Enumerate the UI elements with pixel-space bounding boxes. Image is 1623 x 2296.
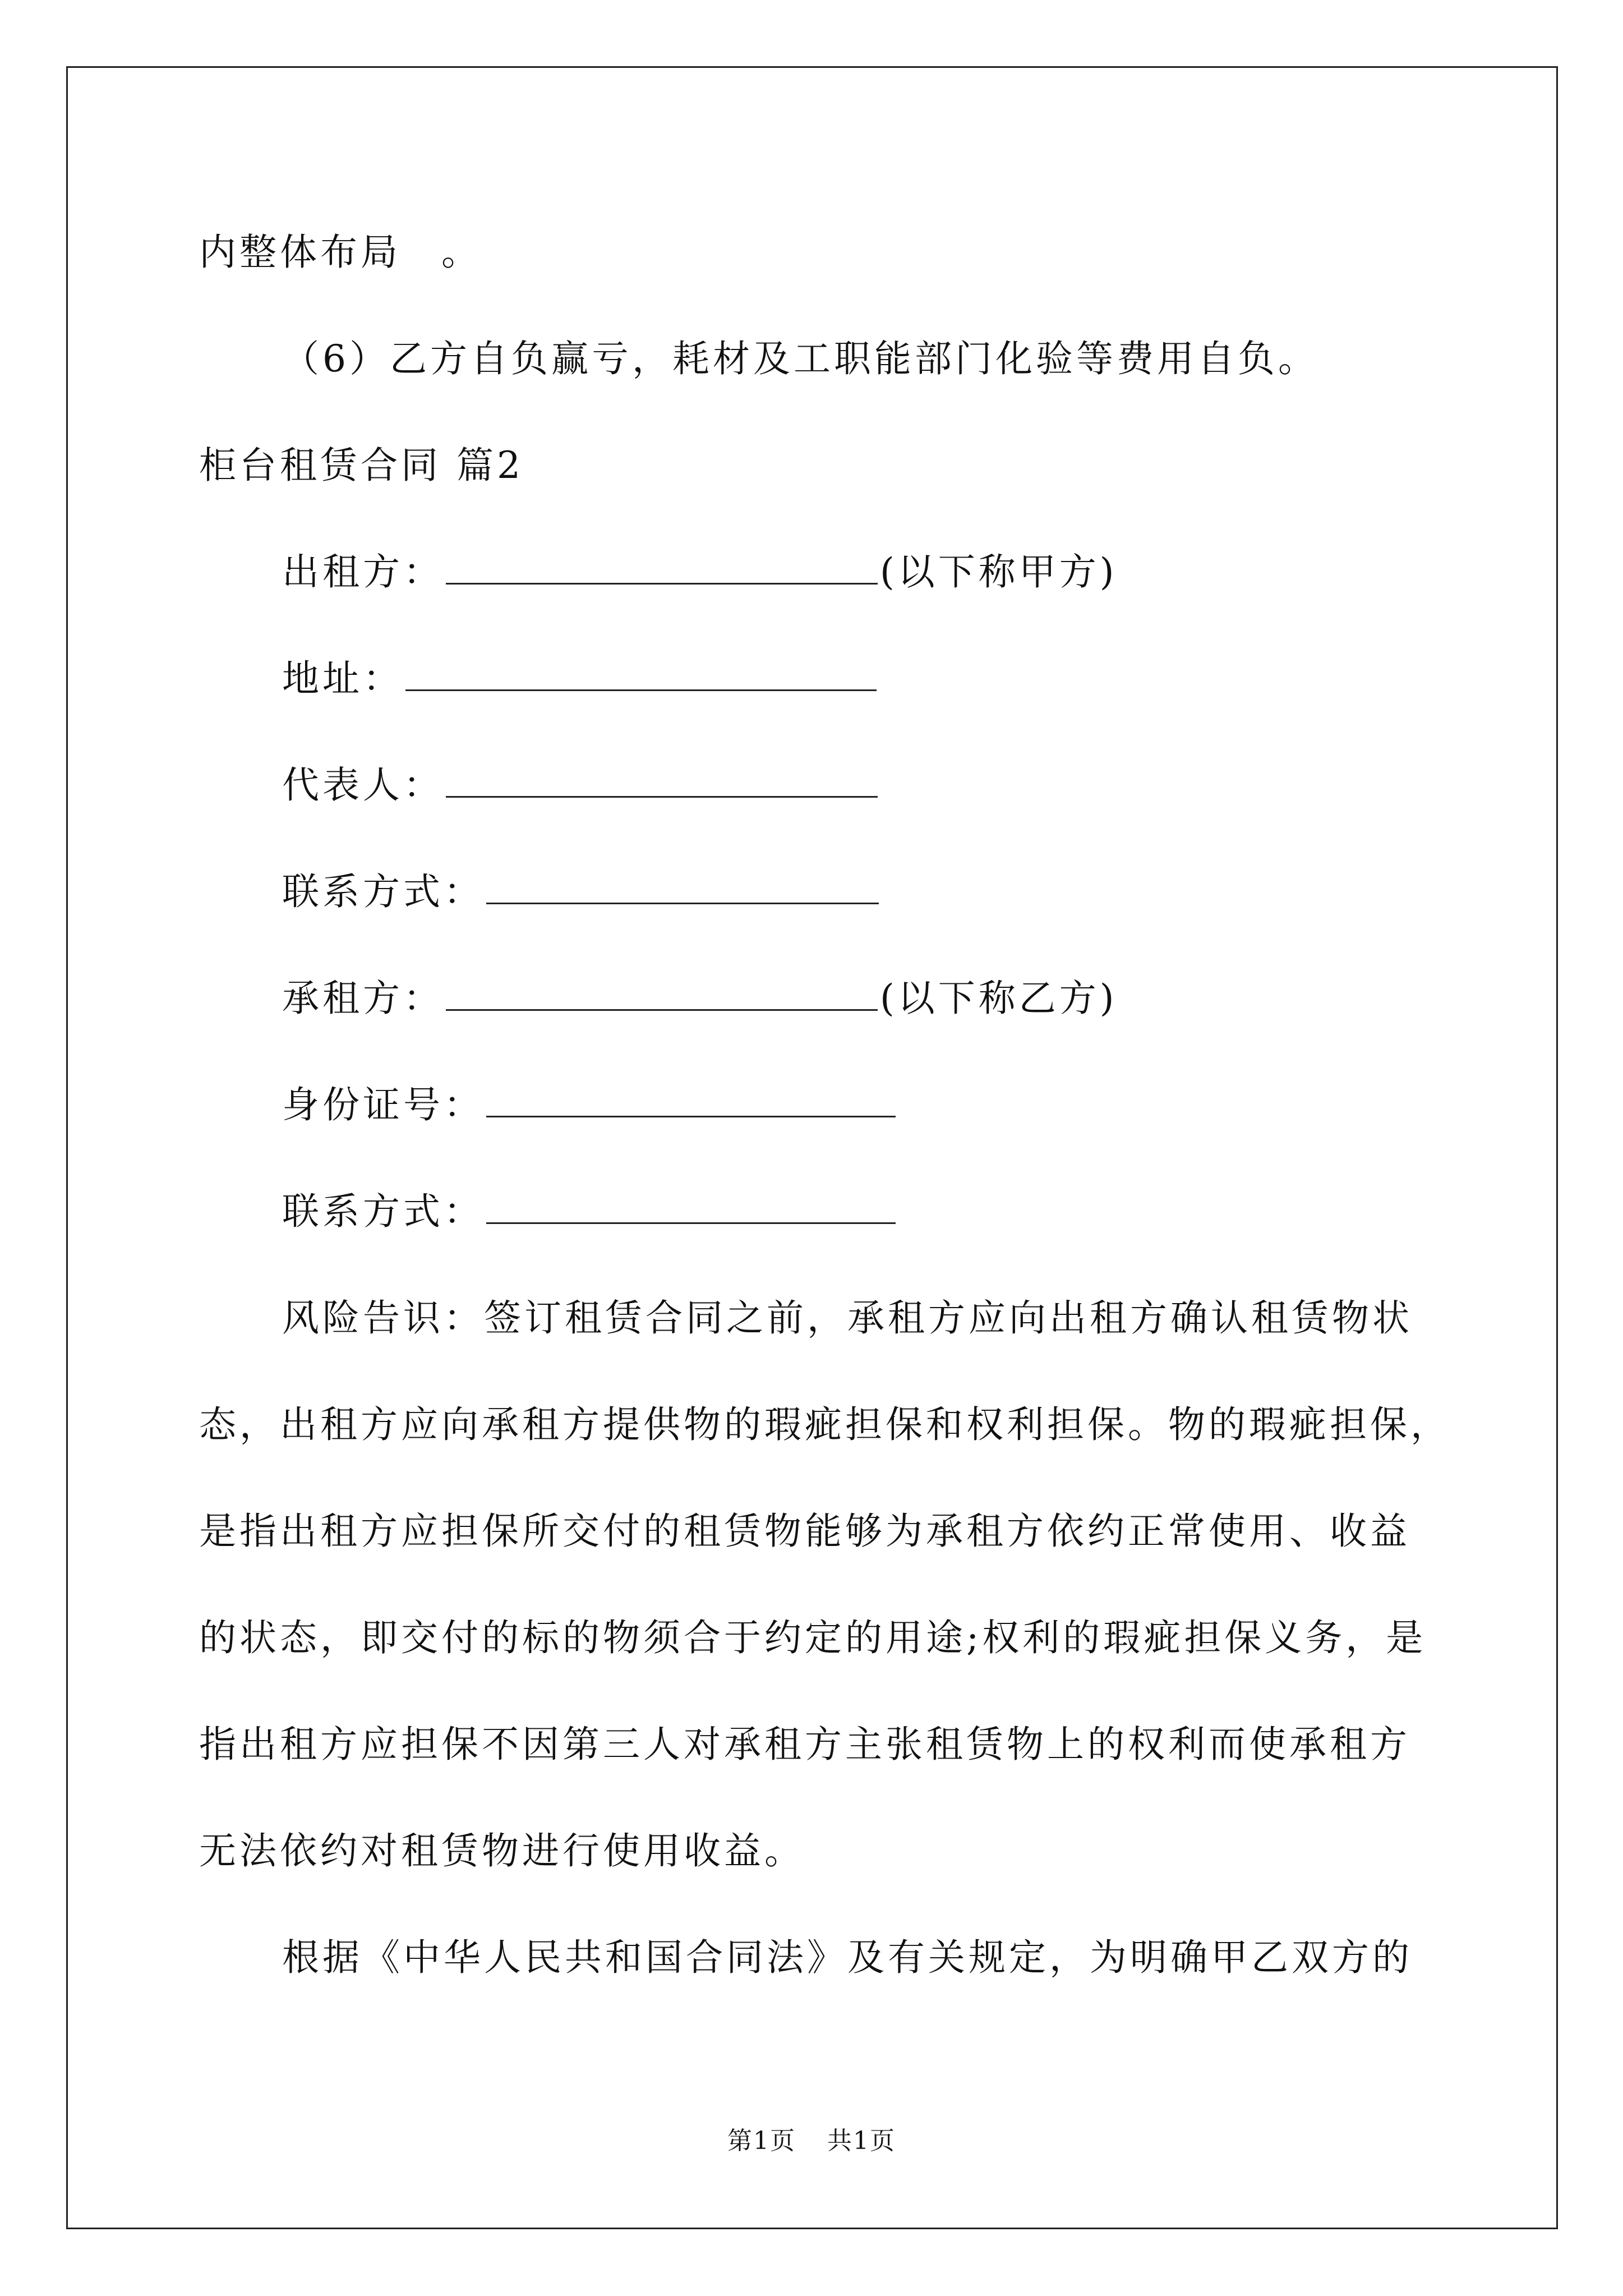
text-line: 是指出租方应担保所交付的租赁物能够为承租方依约正常使用、收益 — [199, 1510, 1410, 1553]
text-line: 态，出租方应向承租方提供物的瑕疵担保和权利担保。物的瑕疵担保， — [199, 1403, 1451, 1446]
contact-blank — [486, 1192, 896, 1224]
page-border — [66, 66, 1558, 2229]
contact-field — [282, 869, 881, 914]
representative-field — [282, 763, 880, 808]
contact-label: 联系方式： — [282, 870, 484, 913]
text-line: 指出租方应担保不因第三人对承租方主张租赁物上的权利而使承租方 — [199, 1723, 1410, 1766]
contact-field — [282, 1189, 898, 1234]
page-total: 共1页 — [827, 2127, 896, 2155]
text-line: 无法依约对租赁物进行使用收益。 — [199, 1829, 805, 1872]
id-number-label: 身份证号： — [282, 1083, 484, 1126]
address-field — [282, 656, 879, 701]
address-label: 地址： — [282, 657, 403, 700]
lessor-suffix: (以下称甲方) — [880, 550, 1118, 593]
text-line: （6）乙方自负赢亏，耗材及工职能部门化验等费用自负。 — [282, 337, 1318, 380]
id-number-field — [282, 1083, 898, 1128]
text-line: 内整体布局 。 — [199, 231, 482, 274]
page-number: 第1页 — [727, 2127, 796, 2155]
lessor-field — [282, 550, 1118, 595]
text-line: 风险告识：签订租赁合同之前，承租方应向出租方确认租赁物状 — [282, 1296, 1413, 1340]
text-line: 根据《中华人民共和国合同法》及有关规定，为明确甲乙双方的 — [282, 1936, 1413, 1979]
lessor-label: 出租方： — [282, 550, 444, 593]
lessee-blank — [446, 979, 878, 1011]
lessee-suffix: (以下称乙方) — [880, 977, 1118, 1020]
contact-blank — [486, 872, 879, 904]
representative-label: 代表人： — [282, 763, 444, 807]
address-blank — [405, 659, 877, 691]
text-line: 的状态，即交付的标的物须合于约定的用途;权利的瑕疵担保义务，是 — [199, 1616, 1427, 1659]
section-heading: 柜台租赁合同 篇2 — [199, 444, 524, 487]
id-number-blank — [486, 1085, 896, 1117]
lessee-field — [282, 976, 1118, 1021]
lessor-blank — [446, 553, 878, 585]
contact-label: 联系方式： — [282, 1190, 484, 1233]
page-footer — [0, 2126, 1623, 2156]
lessee-label: 承租方： — [282, 977, 444, 1020]
representative-blank — [446, 766, 878, 798]
